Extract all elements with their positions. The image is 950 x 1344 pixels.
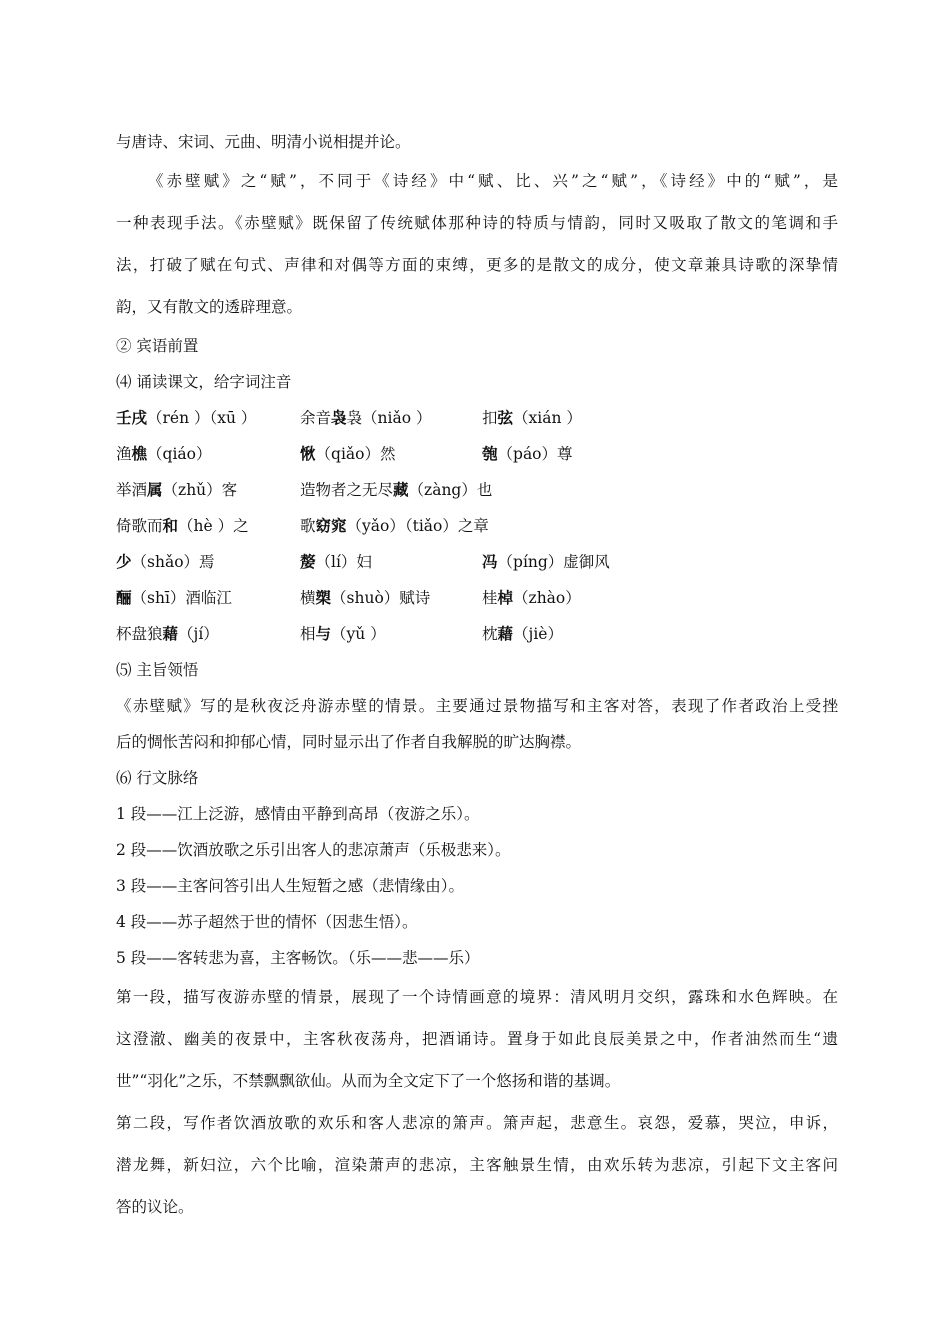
entry-prefix: 倚歌而 <box>116 517 163 535</box>
section-heading: ⑷ 诵读课文，给字词注音 <box>116 373 292 391</box>
pinyin-reading: （yǔ ） <box>331 625 386 643</box>
paragraph-line: 《赤壁赋》之“赋”，不同于《诗经》中“赋、比、兴”之“赋”，《诗经》中的“赋”，是 <box>148 172 838 190</box>
annotated-character: 壬戌 <box>116 408 148 427</box>
pinyin-entry <box>482 436 573 472</box>
annotated-character: 嫠 <box>300 552 316 571</box>
intro-line: 与唐诗、宋词、元曲、明清小说相提并论。 <box>116 133 411 151</box>
pinyin-entry <box>482 400 582 436</box>
annotated-character: 匏 <box>482 444 498 463</box>
pinyin-reading: 袅（niǎo ） <box>346 409 432 427</box>
annotated-character: 与 <box>315 624 332 643</box>
structure-item: 3 段——主客问答引出人生短暂之感（悲情缘由）。 <box>116 877 465 895</box>
entry-prefix: 举酒 <box>116 481 148 499</box>
pinyin-entry <box>300 400 431 436</box>
pinyin-entry <box>116 508 249 544</box>
pinyin-reading: （lí）妇 <box>315 553 372 571</box>
annotated-character: 属 <box>147 480 163 499</box>
annotated-character: 藏 <box>393 480 409 499</box>
annotated-character: 愀 <box>300 444 316 463</box>
pinyin-entry <box>300 616 386 652</box>
section-heading: ⑹ 行文脉络 <box>116 769 199 787</box>
entry-prefix: 相 <box>300 625 316 643</box>
entry-prefix: 造物者之无尽 <box>300 481 394 499</box>
pinyin-entry <box>300 436 395 472</box>
entry-prefix: 扣 <box>482 409 498 427</box>
pinyin-reading: （páo）尊 <box>497 445 573 463</box>
annotated-character: 袅 <box>331 408 347 427</box>
structure-item: 1 段——江上泛游，感情由平静到高昂（夜游之乐）。 <box>116 805 480 823</box>
annotated-character: 樵 <box>131 444 148 463</box>
pinyin-entry <box>116 436 211 472</box>
pinyin-reading: （shuò）赋诗 <box>331 589 431 607</box>
entry-prefix: 余音 <box>300 409 332 427</box>
section-heading: ② 宾语前置 <box>116 337 199 355</box>
pinyin-entry <box>300 580 430 616</box>
annotated-character: 藉 <box>162 624 179 643</box>
pinyin-reading: （shī）酒临江 <box>131 589 232 607</box>
fu-paragraph <box>116 160 838 328</box>
pinyin-reading: （zàng）也 <box>408 481 493 499</box>
section-heading: ⑸ 主旨领悟 <box>116 661 199 679</box>
annotated-character: 少 <box>116 552 132 571</box>
annotated-character: 窈窕 <box>315 516 347 535</box>
pinyin-entry <box>482 616 563 652</box>
pinyin-row <box>116 436 838 472</box>
entry-prefix: 横 <box>300 589 316 607</box>
pinyin-reading: （zhào） <box>513 589 581 607</box>
paragraph-line: 第一段，描写夜游赤壁的情景，展现了一个诗情画意的境界：清风明月交织，露珠和水色辉映。在 <box>116 988 838 1006</box>
entry-prefix: 歌 <box>300 517 316 535</box>
paragraph-one-analysis <box>116 976 838 1102</box>
pinyin-entry <box>482 544 610 580</box>
pinyin-entry <box>300 472 492 508</box>
pinyin-entry <box>116 472 237 508</box>
paragraph-line: 这澄澈、幽美的夜景中，主客秋夜荡舟，把酒诵诗。置身于如此良辰美景之中，作者油然而生“遗 <box>116 1030 838 1048</box>
pinyin-entry <box>300 508 489 544</box>
pinyin-reading: （hè ）之 <box>178 517 249 535</box>
entry-prefix: 桂 <box>482 589 498 607</box>
annotated-character: 冯 <box>482 552 498 571</box>
annotated-character: 和 <box>162 516 179 535</box>
annotated-character: 弦 <box>497 408 514 427</box>
pinyin-reading: （jiè） <box>513 625 563 643</box>
pinyin-row <box>116 400 838 436</box>
pinyin-row <box>116 580 838 616</box>
annotated-character: 槊 <box>315 588 332 607</box>
theme-line: 后的惆怅苦闷和抑郁心情，同时显示出了作者自我解脱的旷达胸襟。 <box>116 733 582 751</box>
pinyin-row <box>116 616 838 652</box>
paragraph-line: 一种表现手法。《赤壁赋》既保留了传统赋体那种诗的特质与情韵，同时又吸取了散文的笔调和手 <box>116 214 838 232</box>
pinyin-entry <box>116 400 256 436</box>
pinyin-reading: （qiǎo）然 <box>315 445 396 463</box>
annotated-character: 藉 <box>497 624 514 643</box>
paragraph-line: 第二段，写作者饮酒放歌的欢乐和客人悲凉的箫声。箫声起，悲意生。哀怨，爱慕，哭泣，申诉， <box>116 1114 838 1132</box>
pinyin-reading: （qiáo） <box>147 445 212 463</box>
pinyin-entry <box>116 580 232 616</box>
pinyin-entry <box>300 544 372 580</box>
pinyin-row <box>116 544 838 580</box>
pinyin-reading: （yǎo）（tiǎo）之章 <box>346 517 489 535</box>
pinyin-reading: （píng）虚御风 <box>497 553 610 571</box>
pinyin-entry <box>116 616 219 652</box>
paragraph-line: 世”“羽化”之乐，不禁飘飘欲仙。从而为全文定下了一个悠扬和谐的基调。 <box>116 1072 621 1090</box>
pinyin-entry <box>116 544 215 580</box>
structure-item: 4 段——苏子超然于世的情怀（因悲生悟）。 <box>116 913 418 931</box>
paragraph-two-analysis <box>116 1102 838 1228</box>
annotated-character: 酾 <box>116 588 132 607</box>
pinyin-reading: （xián ） <box>513 409 582 427</box>
paragraph-line: 韵，又有散文的透辟理意。 <box>116 298 303 316</box>
theme-line: 《赤壁赋》写的是秋夜泛舟游赤壁的情景。主要通过景物描写和主客对答，表现了作者政治上受挫 <box>116 697 838 715</box>
pinyin-reading: （jí） <box>178 625 219 643</box>
pinyin-reading: （zhǔ）客 <box>162 481 238 499</box>
pinyin-reading: （rén ）（xū ） <box>147 409 257 427</box>
paragraph-line: 法，打破了赋在句式、声律和对偶等方面的束缚，更多的是散文的成分，使文章兼具诗歌的深挚情 <box>116 256 838 274</box>
pinyin-reading: （shǎo）焉 <box>131 553 215 571</box>
pinyin-entry <box>482 580 581 616</box>
document-page <box>116 124 838 1228</box>
entry-prefix: 枕 <box>482 625 498 643</box>
paragraph-line: 答的议论。 <box>116 1198 194 1216</box>
entry-prefix: 杯盘狼 <box>116 625 163 643</box>
pinyin-row <box>116 508 838 544</box>
structure-item: 5 段——客转悲为喜，主客畅饮。（乐——悲——乐） <box>116 949 480 967</box>
pinyin-table <box>116 400 838 652</box>
annotated-character: 棹 <box>497 588 514 607</box>
paragraph-line: 潜龙舞，新妇泣，六个比喻，渲染萧声的悲凉，主客触景生情，由欢乐转为悲凉，引起下文主客问 <box>116 1156 838 1174</box>
structure-item: 2 段——饮酒放歌之乐引出客人的悲凉萧声（乐极悲来）。 <box>116 841 511 859</box>
entry-prefix: 渔 <box>116 445 132 463</box>
pinyin-row <box>116 472 838 508</box>
